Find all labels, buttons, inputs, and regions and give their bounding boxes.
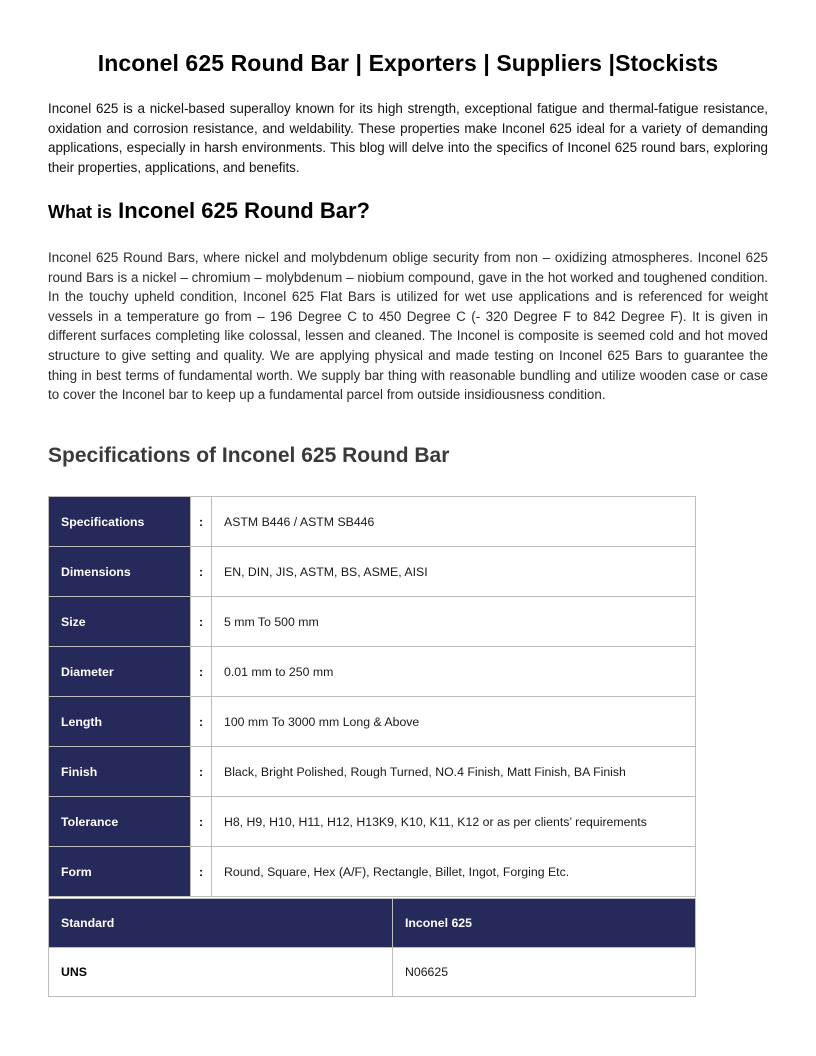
table-row — [49, 797, 696, 847]
table-row — [49, 948, 696, 997]
specifications-heading: Specifications of Inconel 625 Round Bar — [48, 444, 450, 467]
spec-separator: : — [191, 497, 212, 547]
spec-value: Round, Square, Hex (A/F), Rectangle, Billet, Ingot, Forging Etc. — [212, 847, 696, 897]
spec-separator: : — [191, 847, 212, 897]
spec-label: Form — [49, 847, 191, 897]
spec-value: 0.01 mm to 250 mm — [212, 647, 696, 697]
table-row — [49, 747, 696, 797]
spec-value: Black, Bright Polished, Rough Turned, NO.4 Finish, Matt Finish, BA Finish — [212, 747, 696, 797]
intro-paragraph: Inconel 625 is a nickel-based superalloy known for its high strength, exceptional fatigue and thermal-fatigue resistance, oxidation and corrosion resistance, and weldability. These properties make Inconel 625 ideal for a variety of demanding applications, especially in harsh environments. This blog will delve into the specifics of Inconel 625 round bars, exploring their properties, applications, and benefits. — [48, 101, 768, 175]
spec-label: Diameter — [49, 647, 191, 697]
what-is-paragraph: Inconel 625 Round Bars, where nickel and molybdenum oblige security from non – oxidizing atmospheres. Inconel 625 round Bars is a nickel – chromium – molybdenum – niobium compound, gave in the hot worked and toughened condition. In the touchy upheld condition, Inconel 625 Flat Bars is utilized for wet use applications and is referenced for weight vessels in a temperature go from – 196 Degree C to 450 Degree C (- 320 Degree F to 842 Degree F). It is given in different surfaces completing like colossal, lessen and cleaned. The Inconel is composite is seemed cold and hot moved structure to give setting and quality. We are applying physical and made testing on Inconel 625 Bars to guarantee the thing in best terms of fundamental worth. We supply bar thing with reasonable bundling and utilize wooden case or case to cover the Inconel bar to keep up a fundamental parcel from outside insidiousness condition. — [48, 250, 768, 403]
spec-label: Specifications — [49, 497, 191, 547]
standards-table — [48, 898, 696, 997]
spec-label: Finish — [49, 747, 191, 797]
spec-value: 100 mm To 3000 mm Long & Above — [212, 697, 696, 747]
spec-label: Tolerance — [49, 797, 191, 847]
spec-separator: : — [191, 597, 212, 647]
spec-value: EN, DIN, JIS, ASTM, BS, ASME, AISI — [212, 547, 696, 597]
specifications-table — [48, 496, 696, 897]
table-row — [49, 597, 696, 647]
what-is-heading-prefix: What is — [48, 202, 113, 222]
table-row — [49, 647, 696, 697]
spec-value: ASTM B446 / ASTM SB446 — [212, 497, 696, 547]
spec-value: 5 mm To 500 mm — [212, 597, 696, 647]
what-is-heading-main: Inconel 625 Round Bar? — [118, 198, 370, 223]
page-title: Inconel 625 Round Bar | Exporters | Suppliers |Stockists — [97, 50, 719, 76]
standards-header-row — [49, 899, 696, 948]
spec-value: H8, H9, H10, H11, H12, H13K9, K10, K11, K12 or as per clients’ requirements — [212, 797, 696, 847]
spec-separator: : — [191, 747, 212, 797]
spec-label: Length — [49, 697, 191, 747]
standards-header-grade: Inconel 625 — [393, 899, 696, 948]
spec-separator: : — [191, 697, 212, 747]
spec-label: Size — [49, 597, 191, 647]
table-row — [49, 497, 696, 547]
spec-label: Dimensions — [49, 547, 191, 597]
standard-name: UNS — [49, 948, 393, 997]
spec-separator: : — [191, 797, 212, 847]
table-row — [49, 697, 696, 747]
spec-separator: : — [191, 547, 212, 597]
standards-header-standard: Standard — [49, 899, 393, 948]
what-is-heading — [48, 198, 370, 224]
standard-value: N06625 — [393, 948, 696, 997]
spec-separator: : — [191, 647, 212, 697]
table-row — [49, 547, 696, 597]
table-row — [49, 847, 696, 897]
